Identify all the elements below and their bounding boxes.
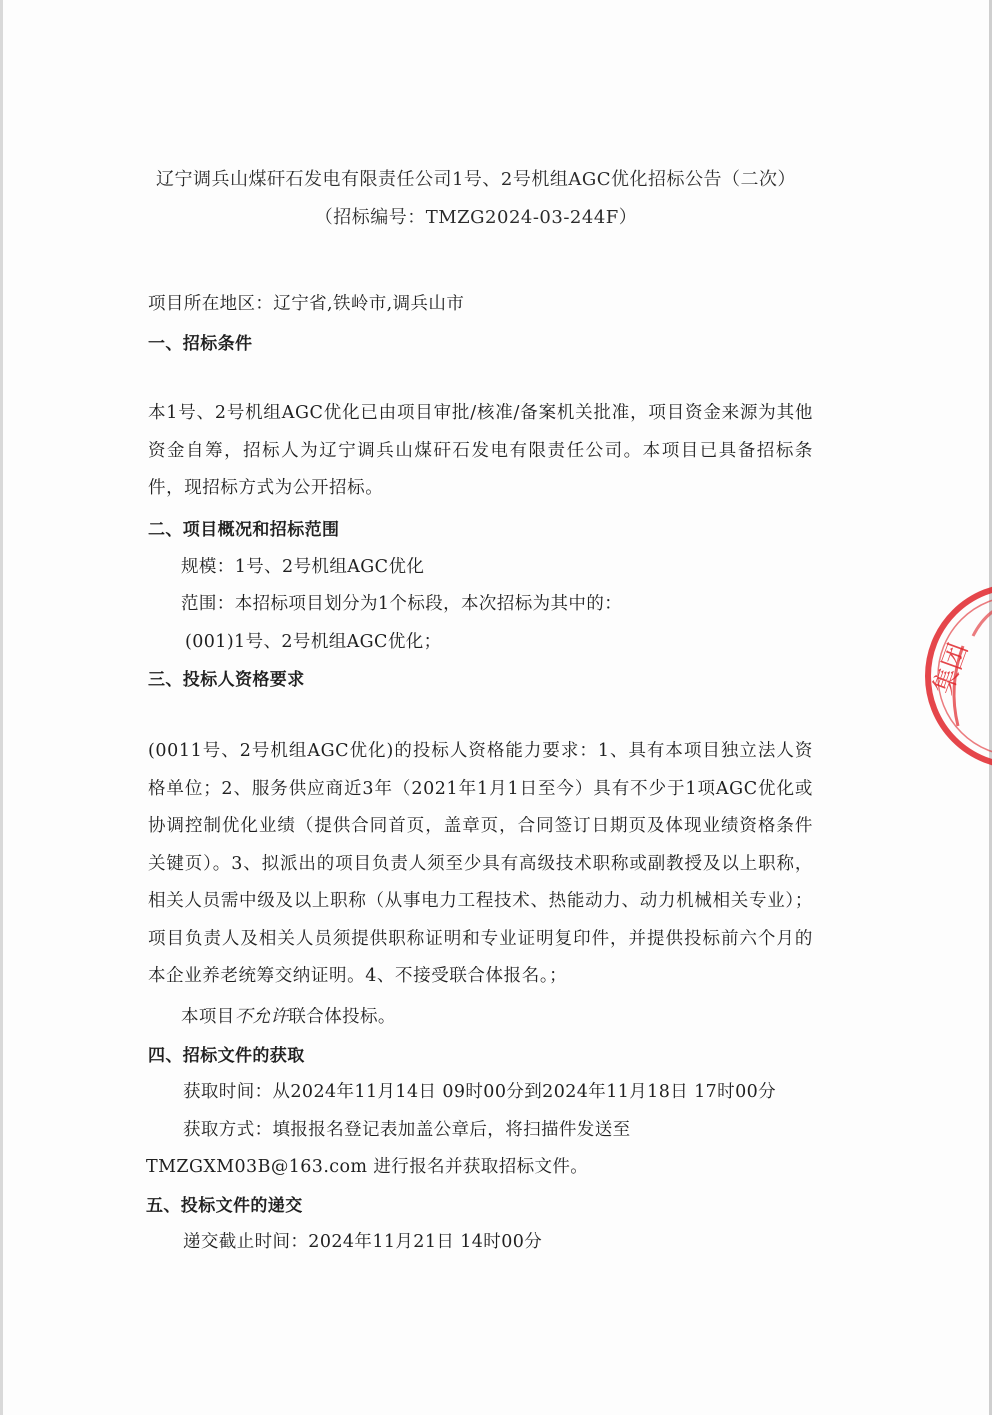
acquisition-time: 获取时间：从2024年11月14日 09时00分到2024年11月18日 17时00分	[183, 1082, 777, 1102]
section-1-heading: 一、招标条件	[148, 334, 253, 354]
submission-deadline: 递交截止时间：2024年11月21日 14时00分	[183, 1232, 543, 1252]
acquisition-email: TMZGXM03B@163.com 进行报名并获取招标文件。	[146, 1157, 589, 1177]
section-3-body: (0011号、2号机组AGC优化)的投标人资格能力要求：1、具有本项目独立法人资格单位；2、服务供应商近3年（2021年1月1日至今）具有不少于1项AGC优化或协调控制优化业绩（提供合同首页，盖章页，合同签订日期页及体现业绩资格条件关键页）。3、拟派出的项目负责人须至少具有高级技术职称或副教授及以上职称，相关人员需中级及以上职称（从事电力工程技术、热能动力、动力机械相关专业）；项目负责人及相关人员须提供职称证明和专业证明复印件，并提供投标前六个月的本企业养老统筹交纳证明。4、不接受联合体报名。；	[148, 741, 813, 986]
lot-item: (001)1号、2号机组AGC优化；	[185, 632, 442, 652]
consortium-prefix: 本项目	[181, 1007, 235, 1027]
consortium-suffix: 联合体投标。	[288, 1007, 396, 1027]
project-location: 项目所在地区：辽宁省,铁岭市,调兵山市	[148, 294, 465, 314]
project-scale: 规模：1号、2号机组AGC优化	[181, 557, 425, 577]
consortium-not-allowed: 不允许	[234, 1007, 289, 1027]
section-5-heading: 五、投标文件的递交	[146, 1196, 303, 1216]
consortium-note	[181, 1003, 396, 1028]
project-scope: 范围：本招标项目划分为1个标段，本次招标为其中的：	[181, 594, 623, 614]
section-4-heading: 四、招标文件的获取	[148, 1046, 305, 1066]
tender-number: （招标编号：TMZG2024-03-244F）	[314, 207, 638, 228]
company-seal-stamp	[918, 576, 992, 776]
section-3-heading: 三、投标人资格要求	[148, 670, 305, 690]
section-1-body: 本1号、2号机组AGC优化已由项目审批/核准/备案机关批准，项目资金来源为其他资金自筹，招标人为辽宁调兵山煤矸石发电有限责任公司。本项目已具备招标条件，现招标方式为公开招标。	[148, 403, 813, 498]
acquisition-method: 获取方式：填报报名登记表加盖公章后，将扫描件发送至	[183, 1120, 631, 1140]
document-title: 辽宁调兵山煤矸石发电有限责任公司1号、2号机组AGC优化招标公告（二次）	[155, 169, 797, 190]
seal-text: 集团	[928, 639, 975, 699]
section-2-heading: 二、项目概况和招标范围	[148, 520, 340, 540]
